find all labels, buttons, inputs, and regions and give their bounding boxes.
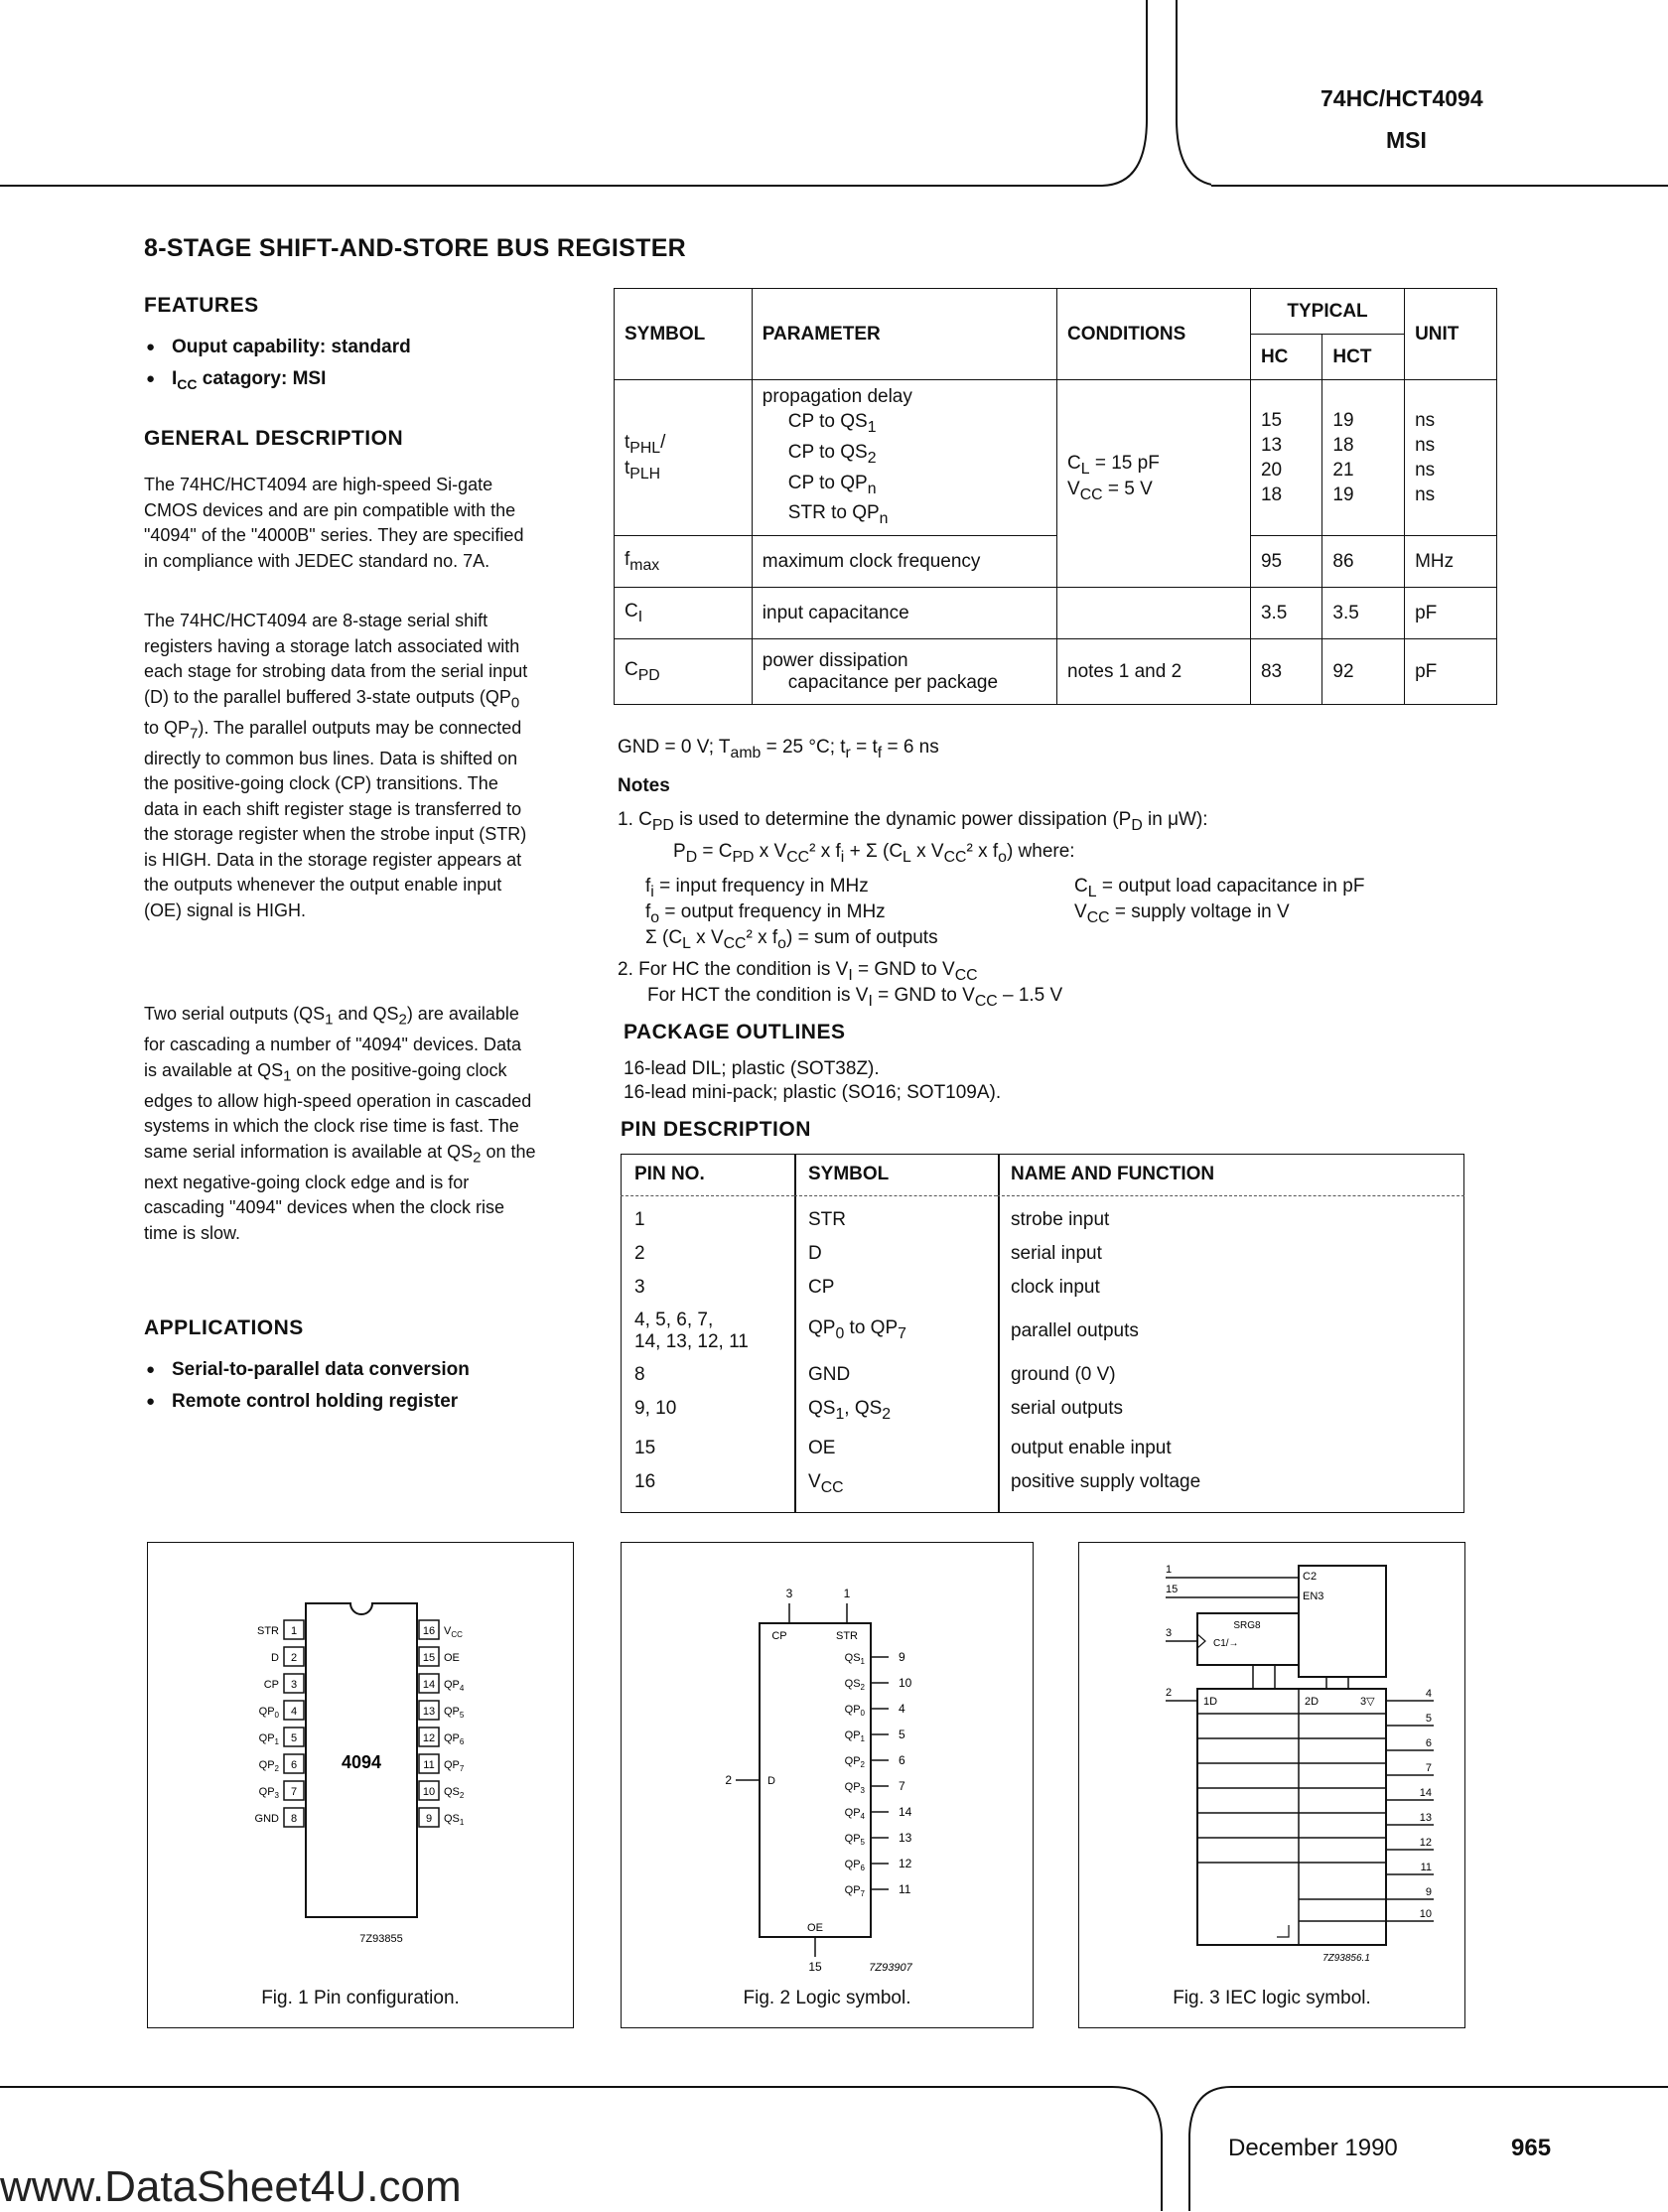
clock-label: C1/→ (1213, 1638, 1239, 1649)
cell-hct: 92 (1322, 639, 1405, 705)
footer-date: December 1990 (1228, 2135, 1398, 2161)
cell-pin: 3 (634, 1277, 645, 1298)
pin-label: $QS_2$ (444, 1786, 465, 1800)
pin-label: $QP_3$ (844, 1781, 865, 1795)
cell-symbol: $t_{PHL}/$ $t_{PLH}$ (615, 380, 753, 536)
logic-symbol-diagram (621, 1542, 1034, 2028)
pin-number: 4 (899, 1702, 905, 1716)
application-item: ● Serial-to-parallel data conversion (144, 1354, 470, 1386)
input-number: 1 (1166, 1564, 1173, 1576)
package-line: 16-lead DIL; plastic (SOT38Z). (624, 1058, 880, 1079)
general-description-p3: Two serial outputs ($QS_1$ and $QS_2$) are available for cascading a number of "4094" devices. Data is available at $QS_1$ on the positive-going clock edges to allow high-speed operation in cascaded systems in which the clock rise time is fast. The same serial information is available at $QS_2$ on the next negative-going clock edge and is for cascading "4094" devices when the clock rise time is slow. (144, 1004, 536, 1243)
table-row (621, 1237, 1464, 1271)
applications-heading: APPLICATIONS (144, 1316, 304, 1339)
th-pin-no: PIN NO. (621, 1154, 794, 1196)
pin-label: D (767, 1775, 775, 1787)
pin-number: 16 (422, 1625, 436, 1637)
cell-symbol: STR (808, 1209, 846, 1230)
pin-number: 15 (422, 1652, 436, 1664)
definition: Σ ($C_L$ x $V_{CC}^2$ x $f_o$) = sum of outputs (645, 927, 938, 952)
cell-symbol: $QP_0$ to $QP_7$ (808, 1317, 906, 1342)
th-symbol: SYMBOL (615, 289, 753, 380)
pin-number: 5 (899, 1728, 905, 1741)
cell-parameter: maximum clock frequency (752, 536, 1056, 588)
note-1: 1. $C_{PD}$ is used to determine the dynamic power dissipation ($P_D$ in μW): (618, 809, 1208, 834)
pin-number: 4 (290, 1706, 298, 1718)
pin-label: STR (257, 1625, 279, 1637)
cell-symbol: OE (808, 1437, 836, 1458)
cell-hc: 95 (1250, 536, 1321, 588)
cell-parameter: power dissipation capacitance per package (752, 639, 1056, 705)
cell-pin: 8 (634, 1364, 645, 1385)
package-outlines-heading: PACKAGE OUTLINES (624, 1021, 846, 1043)
cell-hc: 15 13 20 18 (1250, 380, 1321, 536)
pin-number: 12 (422, 1732, 436, 1744)
cell-hct: 86 (1322, 536, 1405, 588)
input-number: 3 (1166, 1627, 1173, 1639)
cell-name: output enable input (1011, 1437, 1172, 1458)
input-number: 15 (1166, 1584, 1179, 1595)
pin-number: 9 (425, 1813, 433, 1825)
table-row (621, 1432, 1464, 1465)
pin-number: 6 (1425, 1737, 1432, 1749)
general-description-p1: The 74HC/HCT4094 are high-speed Si-gate CMOS devices and are pin compatible with the "4094" of the "4000B" series. They are specified in compliance with JEDEC standard no. 7A. (144, 475, 524, 571)
part-number: 74HC/HCT4094 (1320, 85, 1483, 111)
pin-label: $QP_5$ (844, 1833, 865, 1847)
figure-code: 7Z93855 (359, 1933, 403, 1945)
figure-1-caption: Fig. 1 Pin configuration. (261, 1988, 460, 2008)
pin-label: $QP_2$ (844, 1755, 865, 1769)
srg-label: SRG8 (1233, 1620, 1261, 1631)
definition: $V_{CC}$ = supply voltage in V (1074, 901, 1290, 926)
cell-hct: 3.5 (1322, 588, 1405, 639)
pin-label: $QS_2$ (844, 1678, 865, 1692)
th-hc: HC (1250, 335, 1321, 380)
pin-number: 13 (422, 1706, 436, 1718)
test-conditions: GND = 0 V; $T_{amb} = 25$ °C; $t_r = t_f = 6$ ns (618, 737, 939, 761)
register-block (1197, 1689, 1386, 1945)
application-item: ● Remote control holding register (144, 1386, 470, 1418)
pin-label: $QP_0$ (844, 1704, 865, 1718)
input-number: 2 (1166, 1687, 1173, 1699)
table-row (615, 536, 1497, 588)
power-formula: $P_D = C_{PD}$ x $V_{CC}^2$ x $f_i + \Sigma$ ($C_L$ x $V_{CC}^2$ x $f_o$) where: (673, 841, 1075, 866)
pin-label: $QP_4$ (444, 1679, 465, 1693)
control-label: EN3 (1303, 1590, 1324, 1602)
pin-label: $QP_5$ (444, 1706, 465, 1720)
th-symbol: SYMBOL (794, 1154, 997, 1196)
pin-number: 7 (899, 1779, 905, 1793)
pin-number: 11 (1420, 1862, 1432, 1873)
cell-unit: pF (1405, 588, 1497, 639)
table-row (621, 1271, 1464, 1305)
d1-label: 1D (1203, 1696, 1218, 1708)
th-conditions: CONDITIONS (1057, 289, 1251, 380)
th-name-function: NAME AND FUNCTION (997, 1154, 1464, 1196)
pin-number: 11 (899, 1882, 911, 1896)
cell-hct: 19 18 21 19 (1322, 380, 1405, 536)
pin-label: $QP_6$ (844, 1859, 865, 1872)
cell-hc: 83 (1250, 639, 1321, 705)
cell-parameter: input capacitance (752, 588, 1056, 639)
pin-label: $QS_1$ (844, 1652, 865, 1666)
note-2: 2. For HC the condition is $V_I$ = GND to $V_{CC}$ (618, 959, 978, 984)
table-row (621, 1392, 1464, 1432)
cell-symbol: CP (808, 1277, 835, 1298)
features-list (144, 332, 411, 400)
th-typical: TYPICAL (1250, 289, 1404, 335)
general-description-heading: GENERAL DESCRIPTION (144, 427, 404, 450)
pin-label: $QP_0$ (258, 1706, 279, 1720)
header-rule-left (0, 185, 1102, 187)
pin-label: $QP_7$ (844, 1884, 865, 1898)
table-row (621, 1358, 1464, 1392)
pin-number: 15 (808, 1960, 822, 1974)
pin-label: $QP_1$ (258, 1732, 279, 1746)
cell-unit: ns ns ns ns (1405, 380, 1497, 536)
pin-label: $QS_1$ (444, 1813, 465, 1827)
cell-symbol: $QS_1$, $QS_2$ (808, 1398, 892, 1423)
pin-label: OE (444, 1652, 460, 1664)
cell-symbol: $f_{max}$ (615, 536, 753, 588)
cell-conditions (1057, 588, 1251, 639)
page-number: 965 (1511, 2135, 1552, 2161)
header-bracket (1092, 0, 1211, 189)
pin-number: 14 (1419, 1787, 1432, 1799)
pin-label: $QP_1$ (844, 1729, 865, 1743)
pin-number: 14 (899, 1805, 912, 1819)
cell-symbol: $C_I$ (615, 588, 753, 639)
cell-name: clock input (1011, 1277, 1100, 1298)
watermark-url: www.DataSheet4U.com (0, 2162, 462, 2211)
pin-number: 8 (290, 1813, 298, 1825)
applications-list (144, 1354, 470, 1418)
header-rule-right (1211, 185, 1668, 187)
pin-number: 14 (422, 1679, 436, 1691)
pin-number: 6 (899, 1753, 905, 1767)
table-row (615, 588, 1497, 639)
cell-name: strobe input (1011, 1209, 1110, 1230)
chip-label: 4094 (341, 1752, 382, 1772)
pin-number: 7 (1425, 1762, 1432, 1774)
cell-symbol: $C_{PD}$ (615, 639, 753, 705)
pin-label: $V_{CC}$ (444, 1625, 463, 1639)
cell-unit: pF (1405, 639, 1497, 705)
pin-number: 12 (899, 1857, 912, 1870)
table-row (615, 639, 1497, 705)
pin-label: STR (836, 1630, 858, 1642)
pin-number: 10 (422, 1786, 436, 1798)
pin-description-heading: PIN DESCRIPTION (621, 1118, 811, 1141)
page-title: 8-STAGE SHIFT-AND-STORE BUS REGISTER (144, 234, 687, 262)
pin-number: 5 (1425, 1713, 1432, 1725)
pin-number: 13 (1419, 1812, 1432, 1824)
figure-3-caption: Fig. 3 IEC logic symbol. (1173, 1988, 1371, 2008)
pin-label: $QP_2$ (258, 1759, 279, 1773)
cell-unit: MHz (1405, 536, 1497, 588)
table-row (615, 380, 1497, 536)
table-row (621, 1196, 1464, 1238)
cell-symbol: GND (808, 1364, 851, 1385)
general-description-p2: The 74HC/HCT4094 are 8-stage serial shift registers having a storage latch associated with each stage for strobing data from the serial input (D) to the parallel buffered 3-state outputs ($QP_0$ to $QP_7$). The parallel outputs may be connected directly to common bus lines. Data is shifted on the positive-going clock (CP) transitions. The data in each shift register stage is transferred to the storage register when the strobe input (STR) is HIGH. Data in the storage register appears at the outputs whenever the output enable input (OE) signal is HIGH. (144, 611, 528, 920)
cell-conditions: $C_L = 15$ pF $V_{CC} = 5$ V (1057, 380, 1251, 588)
cell-symbol: $V_{CC}$ (808, 1470, 844, 1496)
iec-logic-symbol-diagram (1078, 1542, 1465, 2028)
cell-name: positive supply voltage (1011, 1470, 1201, 1492)
pin-number: 3 (785, 1587, 793, 1600)
table-row (621, 1465, 1464, 1505)
features-heading: FEATURES (144, 294, 259, 317)
th-hct: HCT (1322, 335, 1405, 380)
figure-code: 7Z93856.1 (1322, 1953, 1370, 1964)
pin-configuration-diagram (147, 1542, 574, 2028)
definition: $C_L$ = output load capacitance in pF (1074, 876, 1365, 900)
parameter-table (614, 288, 1497, 705)
pin-label: CP (771, 1630, 787, 1642)
cell-pin: 4, 5, 6, 7, 14, 13, 12, 11 (634, 1310, 749, 1352)
cell-symbol: D (808, 1243, 822, 1264)
pin-number: 9 (1425, 1886, 1432, 1898)
pin-number: 2 (290, 1652, 298, 1664)
th-unit: UNIT (1405, 289, 1497, 380)
pin-number: 10 (1419, 1908, 1432, 1920)
note-2-hct: For HCT the condition is $V_I$ = GND to $V_{CC} - 1.5$ V (647, 985, 1063, 1010)
pin-label: $QP_4$ (844, 1807, 865, 1821)
figure-2-caption: Fig. 2 Logic symbol. (743, 1988, 911, 2008)
pin-number: 11 (423, 1759, 435, 1771)
pin-number: 3 (290, 1679, 298, 1691)
pin-label: GND (254, 1813, 279, 1825)
pin-number: 12 (1419, 1837, 1432, 1849)
control-label: C2 (1303, 1571, 1318, 1583)
definition: $f_i$ = input frequency in MHz (645, 876, 869, 900)
cell-name: parallel outputs (1011, 1320, 1139, 1341)
cell-pin: 9, 10 (634, 1398, 677, 1419)
cell-pin: 15 (634, 1437, 656, 1458)
v3-label: 3▽ (1360, 1696, 1375, 1708)
pin-label: CP (263, 1679, 279, 1691)
classification: MSI (1386, 127, 1427, 153)
figure-code: 7Z93907 (869, 1962, 912, 1974)
pin-description-table (621, 1154, 1464, 1505)
feature-item: ● $I_{CC}$ catagory: MSI (144, 363, 411, 400)
pin-number: 1 (843, 1587, 851, 1600)
cell-pin: 1 (634, 1209, 645, 1230)
cell-parameter: propagation delay CP to $QS_1$ CP to $QS_2$ CP to $QP_n$ STR to $QP_n$ (752, 380, 1056, 536)
cell-name: serial outputs (1011, 1398, 1124, 1419)
notes-heading: Notes (618, 775, 670, 796)
cell-hc: 3.5 (1250, 588, 1321, 639)
definition: $f_o$ = output frequency in MHz (645, 901, 886, 926)
cell-name: serial input (1011, 1243, 1102, 1264)
cell-pin: 2 (634, 1243, 645, 1264)
pin-number: 4 (1425, 1688, 1432, 1700)
pin-number: 10 (899, 1676, 912, 1690)
th-parameter: PARAMETER (752, 289, 1056, 380)
feature-item: ● Ouput capability: standard (144, 332, 411, 363)
pin-label: $QP_6$ (444, 1732, 465, 1746)
pin-label: $QP_7$ (444, 1759, 465, 1773)
pin-number: 1 (290, 1625, 298, 1637)
cell-conditions: notes 1 and 2 (1057, 639, 1251, 705)
cell-pin: 16 (634, 1470, 656, 1492)
table-row (621, 1305, 1464, 1358)
pin-label: $QP_3$ (258, 1786, 279, 1800)
pin-number: 5 (290, 1732, 298, 1744)
cell-name: ground (0 V) (1011, 1364, 1116, 1385)
pin-number: 6 (290, 1759, 298, 1771)
pin-number: 9 (899, 1650, 905, 1664)
pin-number: 7 (290, 1786, 298, 1798)
pin-label: D (271, 1652, 279, 1664)
d2-label: 2D (1305, 1696, 1320, 1708)
pin-number: 2 (725, 1773, 732, 1787)
pin-number: 13 (899, 1831, 912, 1845)
package-line: 16-lead mini-pack; plastic (SO16; SOT109A). (624, 1082, 1002, 1103)
pin-label: OE (807, 1922, 823, 1934)
